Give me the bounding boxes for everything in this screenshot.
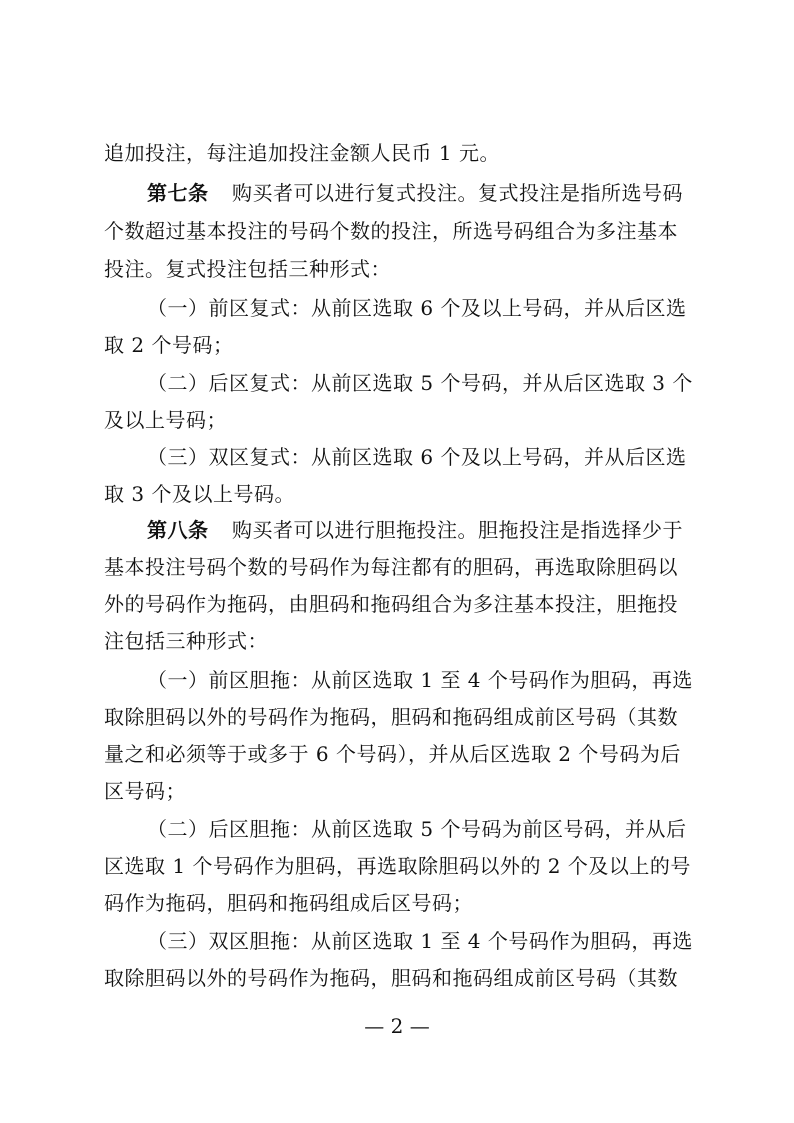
paragraph-line: 外的号码作为拖码，由胆码和拖码组合为多注基本投注，胆拖投	[104, 592, 678, 616]
paragraph-line: （二）后区复式：从前区选取 5 个号码，并从后区选取 3 个	[147, 371, 693, 395]
paragraph-line: 区选取 1 个号码作为胆码，再选取除胆码以外的 2 个及以上的号	[104, 854, 691, 878]
page-number: — 2 —	[364, 1014, 430, 1038]
paragraph-line: 追加投注，每注追加投注金额人民币 1 元。	[104, 141, 500, 165]
paragraph-line: 注包括三种形式：	[104, 629, 268, 653]
paragraph-line: 个数超过基本投注的号码个数的投注，所选号码组合为多注基本	[104, 219, 678, 243]
paragraph-line: 量之和必须等于或多于 6 个号码），并从后区选取 2 个号码为后	[104, 742, 681, 766]
paragraph-line: 取除胆码以外的号码作为拖码，胆码和拖码组成前区号码（其数	[104, 966, 678, 990]
article-heading-7: 第七条	[147, 181, 209, 205]
paragraph-line: 及以上号码；	[104, 408, 227, 432]
paragraph-line: 取 3 个及以上号码。	[104, 482, 295, 506]
paragraph-line: （一）前区胆拖：从前区选取 1 至 4 个号码作为胆码，再选	[147, 668, 693, 692]
article-heading-8: 第八条	[147, 518, 209, 542]
paragraph-line: 取除胆码以外的号码作为拖码，胆码和拖码组成前区号码（其数	[104, 705, 678, 729]
paragraph-line: （二）后区胆拖：从前区选取 5 个号码为前区号码，并从后	[147, 817, 687, 841]
paragraph-line: 投注。复式投注包括三种形式：	[104, 257, 391, 281]
paragraph-line: （三）双区胆拖：从前区选取 1 至 4 个号码作为胆码，再选	[147, 929, 693, 953]
paragraph-line: 购买者可以进行胆拖投注。胆拖投注是指选择少于	[232, 518, 683, 542]
paragraph-line: （一）前区复式：从前区选取 6 个及以上号码，并从后区选	[147, 296, 687, 320]
paragraph-line: 基本投注号码个数的号码作为每注都有的胆码，再选取除胆码以	[104, 555, 678, 579]
paragraph-line: 码作为拖码，胆码和拖码组成后区号码；	[104, 891, 473, 915]
paragraph-line: 区号码；	[104, 779, 186, 803]
paragraph-line: （三）双区复式：从前区选取 6 个及以上号码，并从后区选	[147, 445, 687, 469]
paragraph-line: 购买者可以进行复式投注。复式投注是指所选号码	[232, 181, 683, 205]
paragraph-line: 取 2 个号码；	[104, 333, 234, 357]
